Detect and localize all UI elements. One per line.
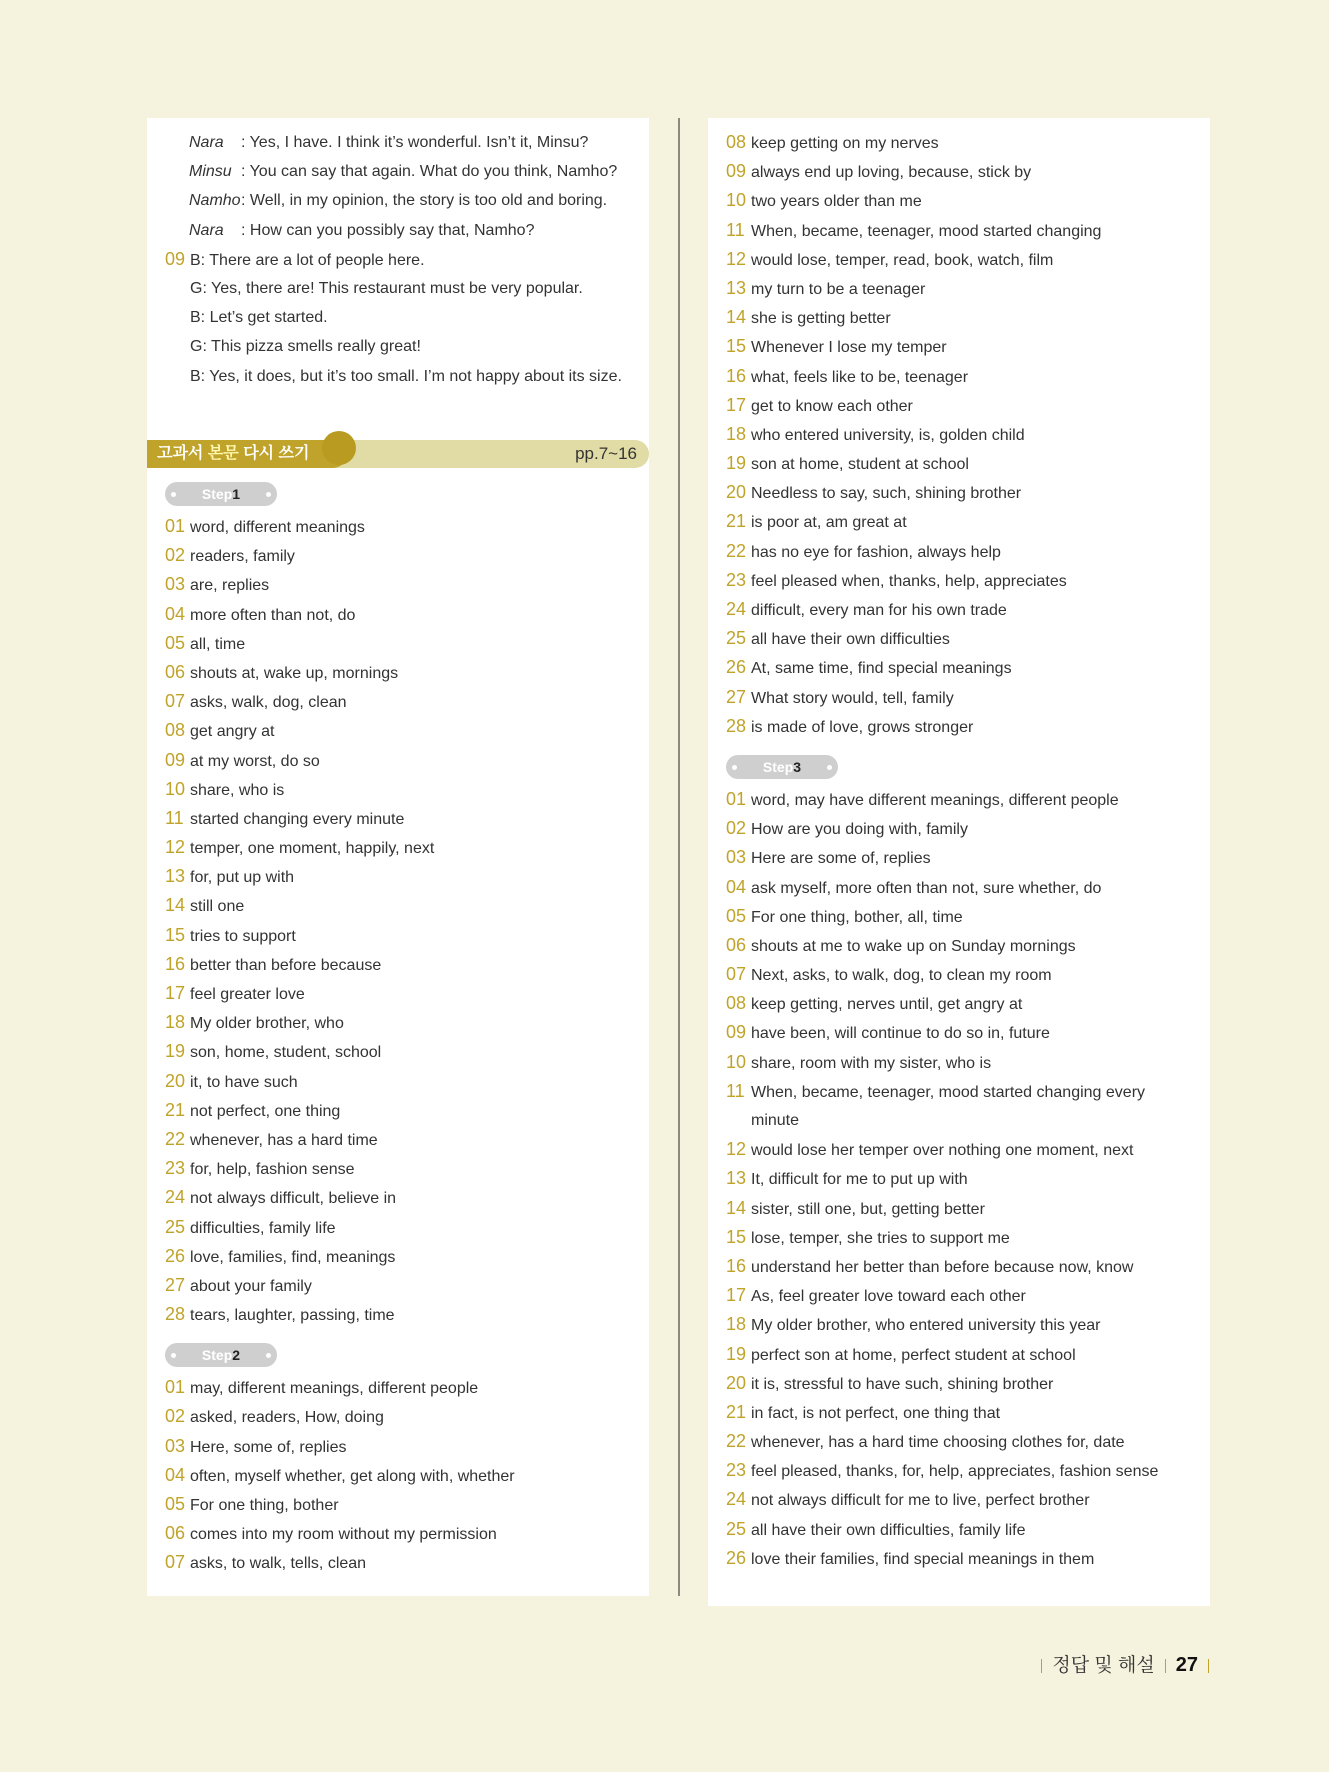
item-number: 21 bbox=[726, 511, 747, 532]
list-item bbox=[147, 1096, 649, 1125]
list-item bbox=[708, 274, 1210, 303]
item-number: 18 bbox=[726, 1314, 747, 1335]
footer-label: 정답 및 해설 bbox=[1052, 1655, 1155, 1676]
step2-list bbox=[147, 1373, 649, 1577]
list-item bbox=[147, 804, 649, 833]
list-item bbox=[708, 216, 1210, 245]
list-item bbox=[147, 1213, 649, 1242]
dialogue-line bbox=[147, 157, 649, 186]
item-09-line bbox=[147, 274, 649, 303]
list-item bbox=[708, 1515, 1210, 1544]
item-text: may, different meanings, different people bbox=[190, 1380, 479, 1398]
item-number: 16 bbox=[165, 953, 186, 974]
item-text: who entered university, is, golden child bbox=[751, 426, 1025, 444]
item-number: 14 bbox=[726, 307, 747, 328]
item-number: 13 bbox=[165, 866, 186, 887]
item-number: 28 bbox=[726, 715, 747, 736]
item-text: she is getting better bbox=[751, 310, 891, 328]
item-text: word, different meanings bbox=[190, 519, 365, 536]
list-item bbox=[708, 960, 1210, 989]
list-item bbox=[147, 921, 649, 950]
item-text: For one thing, bother bbox=[190, 1497, 339, 1514]
item-09-line bbox=[147, 362, 649, 391]
step2-list-continued bbox=[708, 128, 1210, 741]
item-text: tries to support bbox=[190, 927, 296, 945]
item-number: 09 bbox=[165, 749, 186, 770]
item-number: 11 bbox=[726, 1080, 745, 1101]
item-text: What story would, tell, family bbox=[751, 689, 954, 707]
item-number: 07 bbox=[165, 691, 186, 712]
page-footer bbox=[929, 1652, 1329, 1678]
item-number: 25 bbox=[726, 1518, 747, 1539]
item-text: G: This pizza smells really great! bbox=[190, 338, 421, 356]
list-item bbox=[708, 1077, 1210, 1106]
item-text: tears, laughter, passing, time bbox=[190, 1307, 395, 1325]
item-text: Next, asks, to walk, dog, to clean my room bbox=[751, 967, 1052, 985]
right-column bbox=[708, 118, 1210, 1606]
item-text: temper, one moment, happily, next bbox=[190, 840, 435, 858]
item-text: is made of love, grows stronger bbox=[751, 718, 974, 736]
item-number: 13 bbox=[726, 1168, 747, 1189]
item-number: 19 bbox=[726, 453, 747, 474]
item-text: get angry at bbox=[190, 723, 275, 741]
item-text: G: Yes, there are! This restaurant must be very popular. bbox=[190, 279, 583, 297]
list-item bbox=[708, 1456, 1210, 1485]
item-number: 20 bbox=[726, 1372, 747, 1393]
banner-pages: pp.7~16 bbox=[575, 444, 637, 463]
section-banner bbox=[147, 436, 649, 466]
item-number: 22 bbox=[726, 540, 747, 561]
list-item bbox=[708, 843, 1210, 872]
item-number: 02 bbox=[165, 1406, 186, 1427]
list-item bbox=[147, 570, 649, 599]
item-text: all have their own difficulties bbox=[751, 631, 950, 649]
banner-circle-icon bbox=[322, 431, 356, 465]
list-item bbox=[147, 1402, 649, 1431]
item-text: My older brother, who entered university this year bbox=[751, 1317, 1101, 1335]
item-number: 10 bbox=[165, 778, 186, 799]
item-number: 17 bbox=[726, 1285, 747, 1306]
item-text: B: Yes, it does, but it’s too small. I’m not happy about its size. bbox=[190, 367, 622, 385]
item-text: not always difficult for me to live, perfect brother bbox=[751, 1492, 1090, 1510]
item-number: 05 bbox=[165, 632, 186, 653]
list-item bbox=[147, 1154, 649, 1183]
item-text: not perfect, one thing bbox=[190, 1102, 341, 1120]
list-item bbox=[708, 712, 1210, 741]
list-item bbox=[147, 629, 649, 658]
list-item bbox=[147, 1067, 649, 1096]
item-number: 28 bbox=[165, 1304, 186, 1325]
list-item bbox=[708, 1281, 1210, 1310]
item-text: feel greater love bbox=[190, 986, 305, 1003]
dialogue-block bbox=[147, 128, 649, 245]
item-number: 16 bbox=[726, 1255, 747, 1276]
item-text: comes into my room without my permission bbox=[190, 1526, 497, 1544]
item-text: asked, readers, How, doing bbox=[190, 1409, 384, 1427]
speaker-name: Minsu bbox=[189, 163, 232, 181]
speaker-name: Nara bbox=[189, 134, 224, 151]
dialogue-line bbox=[147, 216, 649, 245]
list-item bbox=[147, 658, 649, 687]
item-text: has no eye for fashion, always help bbox=[751, 543, 1001, 561]
list-item bbox=[708, 537, 1210, 566]
list-item bbox=[708, 785, 1210, 814]
item-text: My older brother, who bbox=[190, 1015, 344, 1033]
item-text: asks, to walk, tells, clean bbox=[190, 1555, 367, 1573]
item-text: started changing every minute bbox=[190, 810, 405, 828]
dialogue-text: : You can say that again. What do you think, Namho? bbox=[241, 163, 618, 181]
list-item bbox=[147, 600, 649, 629]
list-item bbox=[708, 1485, 1210, 1514]
list-item bbox=[147, 833, 649, 862]
item-number: 09 bbox=[165, 248, 186, 269]
item-text: it is, stressful to have such, shining brother bbox=[751, 1375, 1054, 1393]
list-item bbox=[147, 1548, 649, 1577]
list-item bbox=[708, 566, 1210, 595]
list-item bbox=[147, 687, 649, 716]
item-text: often, myself whether, get along with, whether bbox=[190, 1467, 515, 1485]
item-number: 15 bbox=[165, 924, 186, 945]
item-number: 08 bbox=[726, 993, 747, 1014]
list-item bbox=[708, 332, 1210, 361]
list-item bbox=[708, 1164, 1210, 1193]
item-text: son at home, student at school bbox=[751, 456, 969, 474]
list-item bbox=[708, 1048, 1210, 1077]
item-text: feel pleased, thanks, for, help, appreciates, fashion sense bbox=[751, 1463, 1159, 1481]
item-text: Needless to say, such, shining brother bbox=[751, 485, 1022, 503]
item-number: 21 bbox=[165, 1099, 186, 1120]
step3-badge: Step3 bbox=[726, 755, 838, 779]
list-item bbox=[708, 653, 1210, 682]
item-text: all, time bbox=[190, 635, 246, 653]
item-number: 17 bbox=[726, 394, 747, 415]
list-item bbox=[147, 716, 649, 745]
item-number: 26 bbox=[726, 657, 747, 678]
list-item bbox=[708, 478, 1210, 507]
item-text: word, may have different meanings, different people bbox=[751, 791, 1119, 809]
list-item bbox=[708, 420, 1210, 449]
item-number: 06 bbox=[165, 1523, 186, 1544]
item-number: 17 bbox=[165, 983, 186, 1003]
item-number: 26 bbox=[165, 1245, 186, 1266]
item-text: get to know each other bbox=[751, 397, 913, 415]
item-number: 10 bbox=[726, 1051, 747, 1072]
dialogue-line bbox=[147, 128, 649, 157]
list-item bbox=[708, 1310, 1210, 1339]
item-text: lose, temper, she tries to support me bbox=[751, 1229, 1010, 1247]
item-text: love, families, find, meanings bbox=[190, 1248, 396, 1266]
item-number: 22 bbox=[165, 1128, 186, 1149]
item-text: not always difficult, believe in bbox=[190, 1190, 397, 1208]
item-number: 23 bbox=[726, 1460, 747, 1481]
list-item bbox=[708, 1135, 1210, 1164]
item-text: As, feel greater love toward each other bbox=[751, 1288, 1026, 1306]
item-text: about your family bbox=[190, 1277, 312, 1295]
item-number: 09 bbox=[726, 161, 747, 182]
item-text: Here, some of, replies bbox=[190, 1438, 347, 1456]
item-number: 03 bbox=[165, 574, 186, 595]
item-number: 08 bbox=[726, 132, 747, 152]
item-number: 12 bbox=[726, 248, 747, 269]
item-text: readers, family bbox=[190, 548, 295, 566]
list-item bbox=[708, 391, 1210, 420]
item-text: what, feels like to be, teenager bbox=[751, 368, 969, 386]
item-number: 15 bbox=[726, 1226, 747, 1247]
item-text: for, help, fashion sense bbox=[190, 1161, 355, 1179]
item-text: more often than not, do bbox=[190, 606, 356, 624]
list-item bbox=[147, 1432, 649, 1461]
item-number: 05 bbox=[726, 905, 747, 926]
item-number: 12 bbox=[165, 837, 186, 858]
item-number: 07 bbox=[165, 1552, 186, 1573]
item-text: keep getting, nerves until, get angry at bbox=[751, 996, 1023, 1014]
item-09-line bbox=[147, 332, 649, 361]
item-text: always end up loving, because, stick by bbox=[751, 164, 1032, 182]
list-item bbox=[708, 595, 1210, 624]
item-number: 11 bbox=[726, 219, 745, 240]
list-item bbox=[147, 979, 649, 1008]
item-number: 24 bbox=[726, 1489, 747, 1510]
step2-badge: Step2 bbox=[165, 1343, 277, 1367]
item-number: 12 bbox=[726, 1139, 747, 1160]
list-item bbox=[147, 1183, 649, 1212]
list-item bbox=[147, 862, 649, 891]
item-number: 13 bbox=[726, 277, 747, 298]
item-text: have been, will continue to do so in, future bbox=[751, 1025, 1050, 1043]
list-item bbox=[708, 507, 1210, 536]
item-number: 14 bbox=[165, 895, 186, 916]
item-number: 06 bbox=[165, 661, 186, 682]
list-item bbox=[708, 814, 1210, 843]
item-number: 02 bbox=[726, 818, 747, 839]
list-item bbox=[147, 1490, 649, 1519]
item-text: How are you doing with, family bbox=[751, 821, 968, 839]
list-item bbox=[708, 1018, 1210, 1047]
step1-list bbox=[147, 512, 649, 1329]
item-number: 22 bbox=[726, 1431, 747, 1452]
item-number: 04 bbox=[726, 876, 747, 897]
banner-label: 고과서 본문 다시 쓰기 bbox=[147, 440, 347, 468]
list-item bbox=[147, 1373, 649, 1402]
item-text: For one thing, bother, all, time bbox=[751, 908, 963, 926]
item-number: 21 bbox=[726, 1401, 747, 1422]
list-item bbox=[708, 902, 1210, 931]
item-text: keep getting on my nerves bbox=[751, 135, 939, 152]
list-item bbox=[708, 1252, 1210, 1281]
item-number: 01 bbox=[726, 788, 747, 809]
item-number: 27 bbox=[726, 686, 747, 707]
list-item bbox=[708, 1398, 1210, 1427]
item-text: At, same time, find special meanings bbox=[751, 660, 1012, 678]
list-item bbox=[708, 1427, 1210, 1456]
speaker-name: Namho bbox=[189, 192, 241, 210]
item-text: difficulties, family life bbox=[190, 1219, 336, 1237]
item-number: 05 bbox=[165, 1494, 186, 1514]
item-number: 01 bbox=[165, 516, 186, 536]
list-item bbox=[147, 746, 649, 775]
item-text: difficult, every man for his own trade bbox=[751, 602, 1007, 619]
speaker-name: Nara bbox=[189, 221, 224, 239]
list-item bbox=[708, 1194, 1210, 1223]
item-number: 10 bbox=[726, 190, 747, 211]
item-text: sister, still one, but, getting better bbox=[751, 1200, 985, 1218]
list-item bbox=[147, 1461, 649, 1490]
list-item bbox=[708, 186, 1210, 215]
list-item bbox=[708, 1544, 1210, 1573]
column-divider bbox=[678, 118, 680, 1596]
item-number: 20 bbox=[726, 482, 747, 503]
item-number: 01 bbox=[165, 1377, 186, 1398]
item-number: 26 bbox=[726, 1547, 747, 1568]
left-column bbox=[147, 118, 649, 1596]
item-number: 19 bbox=[165, 1041, 186, 1062]
item-number: 25 bbox=[165, 1216, 186, 1237]
list-item bbox=[708, 362, 1210, 391]
item-09-line bbox=[147, 303, 649, 332]
item-number: 03 bbox=[726, 847, 747, 868]
item-number: 07 bbox=[726, 964, 747, 985]
list-item bbox=[147, 541, 649, 570]
list-item bbox=[147, 950, 649, 979]
list-item bbox=[147, 1037, 649, 1066]
list-item bbox=[147, 1125, 649, 1154]
list-item bbox=[708, 624, 1210, 653]
item-number: 15 bbox=[726, 336, 747, 357]
item-text: in fact, is not perfect, one thing that bbox=[751, 1404, 1001, 1422]
step1-badge: Step1 bbox=[165, 482, 277, 506]
item-number: 02 bbox=[165, 545, 186, 566]
list-item bbox=[147, 1519, 649, 1548]
item-number: 08 bbox=[165, 720, 186, 741]
item-text: perfect son at home, perfect student at school bbox=[751, 1346, 1076, 1364]
list-item bbox=[708, 1223, 1210, 1252]
item-text: it, to have such bbox=[190, 1073, 298, 1091]
list-item bbox=[708, 931, 1210, 960]
list-item bbox=[147, 775, 649, 804]
item-text: shouts at me to wake up on Sunday mornings bbox=[751, 937, 1076, 955]
item-text: for, put up with bbox=[190, 869, 295, 887]
list-item bbox=[708, 449, 1210, 478]
item-text: still one bbox=[190, 898, 245, 916]
item-number: 03 bbox=[165, 1435, 186, 1456]
item-text: would lose, temper, read, book, watch, film bbox=[751, 251, 1054, 269]
item-text: minute bbox=[751, 1112, 800, 1129]
item-number: 14 bbox=[726, 1197, 747, 1218]
item-number: 16 bbox=[726, 365, 747, 386]
item-text: share, room with my sister, who is bbox=[751, 1054, 992, 1072]
item-text: are, replies bbox=[190, 577, 270, 595]
list-item bbox=[708, 245, 1210, 274]
list-item bbox=[708, 683, 1210, 712]
item-text: understand her better than before because now, know bbox=[751, 1258, 1134, 1276]
list-item bbox=[708, 989, 1210, 1018]
item-text: at my worst, do so bbox=[190, 752, 320, 770]
item-number: 19 bbox=[726, 1343, 747, 1364]
item-number: 06 bbox=[726, 934, 747, 955]
item-number: 11 bbox=[165, 807, 184, 828]
list-item bbox=[708, 1106, 1210, 1135]
item-text: my turn to be a teenager bbox=[751, 280, 926, 298]
item-number: 18 bbox=[165, 1012, 186, 1033]
dialogue-line bbox=[147, 186, 649, 215]
item-number: 18 bbox=[726, 423, 747, 444]
item-text: It, difficult for me to put up with bbox=[751, 1171, 968, 1189]
item-text: share, who is bbox=[190, 781, 285, 799]
item-text: asks, walk, dog, clean bbox=[190, 694, 347, 712]
item-number: 23 bbox=[726, 569, 747, 590]
step3-list bbox=[708, 785, 1210, 1573]
item-text: Whenever I lose my temper bbox=[751, 339, 947, 357]
item-text: son, home, student, school bbox=[190, 1044, 382, 1062]
dialogue-text: : Yes, I have. I think it’s wonderful. Isn’t it, Minsu? bbox=[241, 134, 589, 151]
list-item bbox=[147, 1242, 649, 1271]
list-item bbox=[147, 1271, 649, 1300]
list-item bbox=[708, 1340, 1210, 1369]
item-text: all have their own difficulties, family life bbox=[751, 1521, 1026, 1539]
list-item bbox=[147, 1300, 649, 1329]
item-number: 24 bbox=[165, 1187, 186, 1208]
list-item bbox=[708, 873, 1210, 902]
item-number: 09 bbox=[726, 1022, 747, 1043]
item-text: When, became, teenager, mood started changing bbox=[751, 222, 1102, 240]
item-number: 27 bbox=[165, 1274, 186, 1295]
item-text: Here are some of, replies bbox=[751, 850, 931, 868]
list-item bbox=[708, 303, 1210, 332]
item-text: B: Let’s get started. bbox=[190, 309, 328, 327]
list-item bbox=[708, 157, 1210, 186]
list-item bbox=[708, 1369, 1210, 1398]
item-text: ask myself, more often than not, sure whether, do bbox=[751, 879, 1102, 897]
item-text: B: There are a lot of people here. bbox=[190, 251, 425, 269]
dialogue-text: : Well, in my opinion, the story is too old and boring. bbox=[241, 192, 608, 210]
item-text: is poor at, am great at bbox=[751, 514, 907, 532]
item-text: shouts at, wake up, mornings bbox=[190, 664, 399, 682]
item-number: 20 bbox=[165, 1070, 186, 1091]
item-number: 24 bbox=[726, 599, 747, 619]
item-number: 25 bbox=[726, 628, 747, 649]
list-item bbox=[147, 891, 649, 920]
item-text: whenever, has a hard time bbox=[190, 1131, 378, 1149]
item-text: love their families, find special meanings in them bbox=[751, 1550, 1095, 1568]
list-item bbox=[708, 128, 1210, 157]
list-item bbox=[147, 1008, 649, 1037]
item-number: 04 bbox=[165, 1464, 186, 1485]
item-text: would lose her temper over nothing one moment, next bbox=[751, 1142, 1134, 1160]
item-number: 04 bbox=[165, 603, 186, 624]
item-09-line bbox=[147, 245, 649, 274]
item-text: two years older than me bbox=[751, 193, 922, 211]
item-text: feel pleased when, thanks, help, appreciates bbox=[751, 572, 1067, 590]
item-09-block bbox=[147, 245, 649, 391]
item-text: whenever, has a hard time choosing clothes for, date bbox=[751, 1434, 1125, 1452]
page-number: 27 bbox=[1175, 1654, 1198, 1676]
dialogue-text: : How can you possibly say that, Namho? bbox=[241, 221, 535, 239]
list-item bbox=[147, 512, 649, 541]
item-text: better than before because bbox=[190, 956, 382, 974]
item-number: 23 bbox=[165, 1158, 186, 1179]
item-text: When, became, teenager, mood started changing every bbox=[751, 1083, 1146, 1101]
